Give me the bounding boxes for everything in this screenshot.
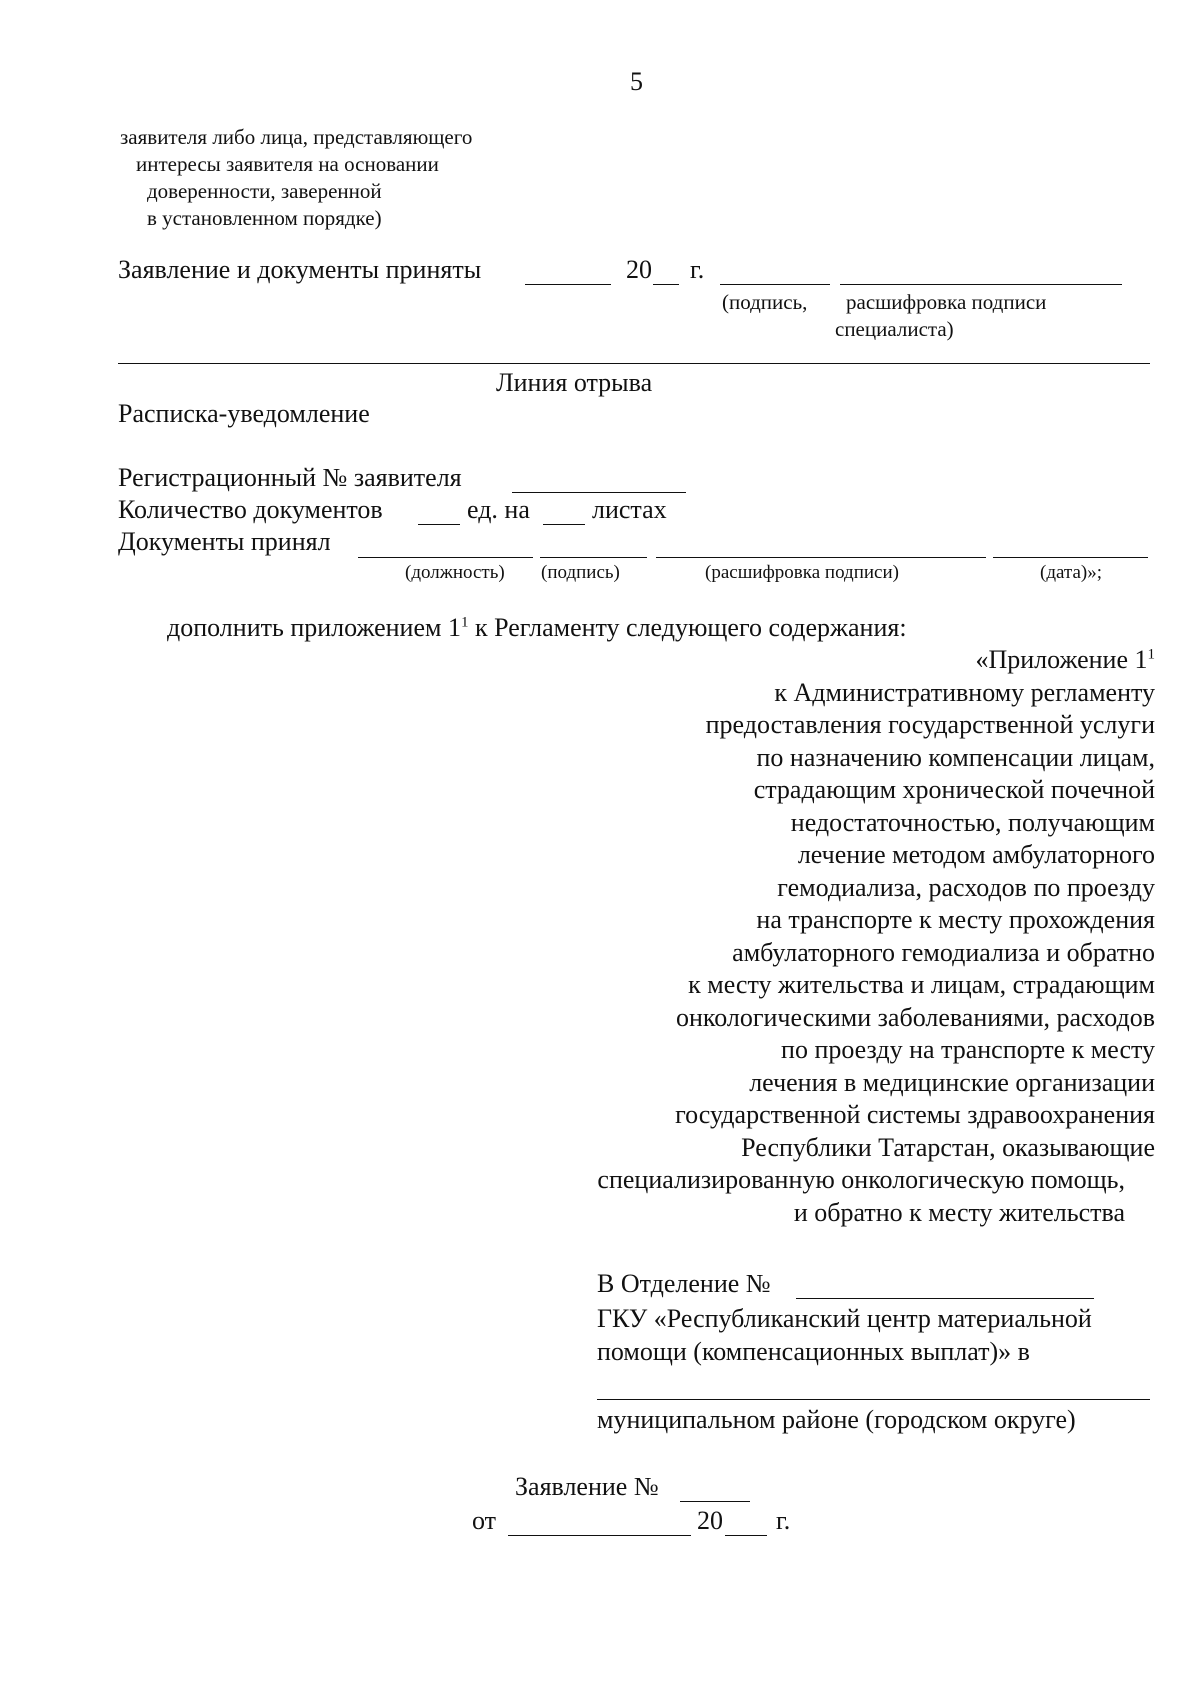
accepted-by-decode-blank (656, 557, 986, 558)
district-blank (597, 1399, 1150, 1400)
documents-sheets-blank (543, 524, 585, 525)
district-caption: муниципальном районе (городском округе) (597, 1405, 1076, 1434)
signature-caption-line-1: заявителя либо лица, представляющего (120, 125, 473, 149)
accepted-caption-decode-2: специалиста) (835, 317, 954, 341)
accepted-by-label: Документы принял (118, 527, 331, 556)
appendix-line: к месту жительства и лицам, страдающим (688, 970, 1155, 999)
accepted-by-sign-blank (540, 557, 647, 558)
appendix-line: Республики Татарстан, оказывающие (741, 1132, 1155, 1162)
department-label: В Отделение № (597, 1269, 771, 1298)
page-number: 5 (630, 67, 643, 96)
application-year-blank (725, 1535, 767, 1536)
supplement-sentence (167, 612, 907, 644)
tear-line-label: Линия отрыва (496, 368, 653, 397)
registration-number-blank (512, 492, 686, 493)
appendix-title-text: «Приложение 1 (975, 645, 1148, 674)
caption-decode: (расшифровка подписи) (705, 562, 899, 583)
appendix-line: и обратно к месту жительства (793, 1197, 1125, 1227)
accepted-sign-blank (720, 284, 830, 285)
appendix-line: амбулаторного гемодиализа и обратно (732, 937, 1155, 967)
caption-sign: (подпись) (541, 562, 620, 583)
accepted-caption-sign: (подпись, (722, 290, 808, 314)
appendix-line: недостаточностью, получающим (790, 807, 1155, 837)
supplement-superscript: 1 (460, 614, 469, 631)
accepted-by-date-blank (993, 557, 1148, 558)
department-number-blank (796, 1298, 1094, 1299)
accepted-decode-blank (840, 284, 1122, 285)
appendix-line: онкологическими заболеваниями, расходов (676, 1002, 1155, 1032)
accepted-label: Заявление и документы приняты (118, 255, 482, 284)
documents-count-blank (418, 524, 460, 525)
appendix-line: по назначению компенсации лицам, (756, 742, 1155, 772)
accepted-year-prefix: 20 (626, 255, 652, 284)
signature-caption-line-2: интересы заявителя на основании (136, 152, 439, 176)
caption-date: (дата)»; (1040, 562, 1103, 583)
appendix-header (455, 644, 1155, 1229)
gku-line-2: помощи (компенсационных выплат)» в (597, 1337, 1030, 1366)
appendix-line: государственной системы здравоохранения (675, 1100, 1155, 1129)
appendix-line: лечение методом амбулаторного (797, 840, 1155, 869)
appendix-line: специализированную онкологическую помощь, (597, 1165, 1125, 1194)
appendix-line: по проезду на транспорте к месту (781, 1035, 1155, 1064)
documents-count-sheets: листах (592, 495, 667, 524)
documents-count-label: Количество документов (118, 495, 383, 524)
application-label: Заявление № (515, 1472, 659, 1501)
appendix-line: страдающим хронической почечной (753, 775, 1155, 804)
tear-line-rule (118, 363, 1150, 364)
accepted-by-position-blank (358, 557, 533, 558)
accepted-year-blank (653, 284, 679, 285)
application-year-suffix: г. (776, 1506, 791, 1535)
accepted-year-suffix: г. (690, 255, 705, 284)
gku-line-1: ГКУ «Республиканский центр материальной (597, 1304, 1092, 1333)
application-from: от (472, 1506, 497, 1535)
appendix-line: гемодиализа, расходов по проезду (777, 872, 1155, 902)
appendix-line: на транспорте к месту прохождения (756, 905, 1155, 934)
caption-position: (должность) (405, 562, 505, 583)
appendix-line: предоставления государственной услуги (705, 710, 1155, 739)
application-date-blank (508, 1535, 691, 1536)
appendix-line: лечения в медицинские организации (749, 1067, 1155, 1097)
appendix-title-superscript: 1 (1147, 646, 1155, 663)
registration-number-label: Регистрационный № заявителя (118, 463, 462, 492)
application-year-prefix: 20 (697, 1506, 723, 1535)
signature-caption-line-4: в установленном порядке) (147, 206, 382, 230)
supplement-text-before: дополнить приложением 1 (167, 613, 461, 642)
receipt-title: Расписка-уведомление (118, 399, 370, 428)
accepted-caption-decode-1: расшифровка подписи (846, 290, 1047, 314)
appendix-title (455, 644, 1155, 677)
accepted-date-blank (525, 284, 611, 285)
application-number-blank (680, 1501, 750, 1502)
signature-caption-line-3: доверенности, заверенной (147, 179, 382, 203)
appendix-line: к Административному регламенту (774, 677, 1155, 707)
supplement-text-after: к Регламенту следующего содержания: (468, 613, 907, 642)
documents-count-units: ед. на (467, 495, 530, 524)
